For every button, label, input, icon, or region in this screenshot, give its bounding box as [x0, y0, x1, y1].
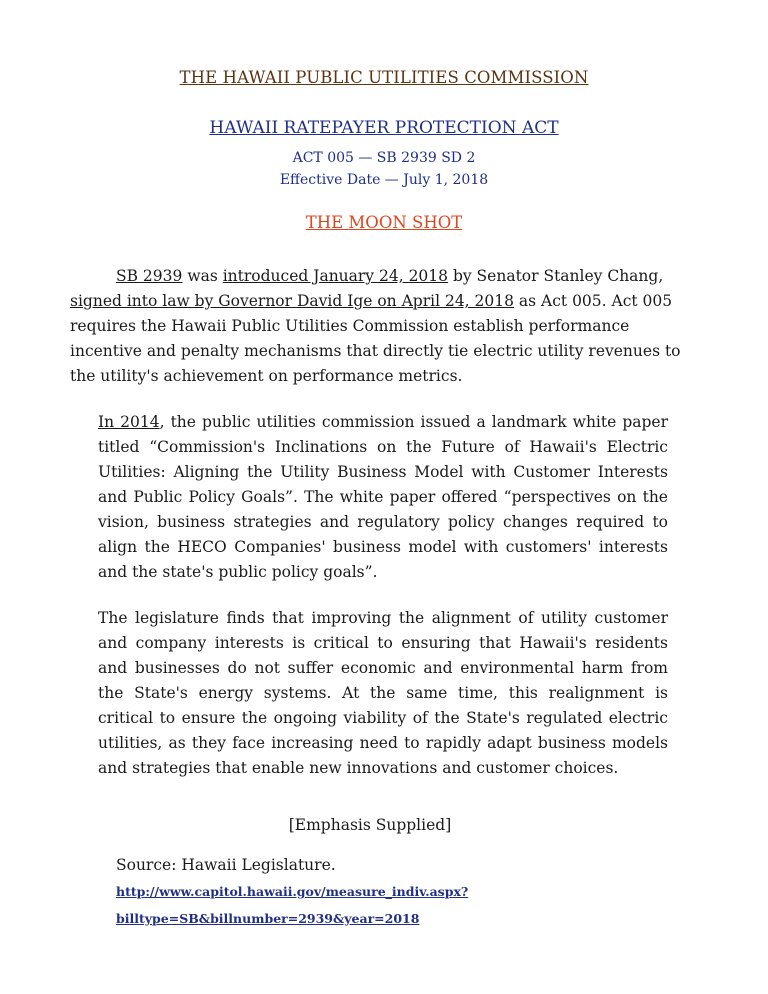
paragraph-white-paper — [98, 410, 668, 585]
emphasis-note: [Emphasis Supplied] — [288, 816, 452, 834]
paragraph-text: was — [182, 267, 223, 285]
introduced-link[interactable]: introduced January 24, 2018 — [222, 267, 449, 285]
paragraph-text: as Act 005. Act 005 requires the Hawaii Public Utilities Commission establish performance incentive and penalty mechanisms that directly tie electric utility revenues to the utility's achievement on performance metrics. — [70, 292, 681, 385]
paragraph-text: , the public utilities commission issued a landmark white paper titled “Commission's Inclinations on the Future of Hawaii's Electric Utilities: Aligning the Utility Business Model with Customer Interests and Public Policy Goals”. The white paper offered “perspectives on the vision, business strategies and regulatory policy changes required to align the HECO Companies' business model with customers' interests and the state's public policy goals”. — [98, 413, 669, 581]
signed-link[interactable]: signed into law by Governor David Ige on April 24, 2018 — [70, 292, 514, 310]
section-title: THE MOON SHOT — [305, 213, 463, 232]
source-link-continued[interactable]: billtype=SB&billnumber=2939&year=2018 — [116, 911, 420, 926]
paragraph-intro — [70, 264, 700, 389]
commission-title: THE HAWAII PUBLIC UTILITIES COMMISSION — [179, 68, 589, 87]
paragraph-text: by Senator Stanley Chang, — [448, 267, 664, 285]
act-number: ACT 005 — SB 2939 SD 2 — [292, 150, 476, 166]
paragraph-legislature-findings: The legislature finds that improving the alignment of utility customer and company interests is critical to ensuring that Hawaii's residents and businesses do not suffer economic and environmental harm from the State's energy systems. At the same time, this realignment is critical to ensure the ongoing viability of the State's regulated electric utilities, as they face increasing need to rapidly adapt business models and strategies that enable new innovations and customer choices. — [98, 609, 668, 777]
act-title: HAWAII RATEPAYER PROTECTION ACT — [209, 118, 559, 138]
source-citation — [116, 852, 676, 932]
bill-link[interactable]: SB 2939 — [116, 267, 183, 285]
year-link[interactable]: In 2014 — [98, 413, 160, 431]
effective-date: Effective Date — July 1, 2018 — [279, 172, 489, 188]
source-link[interactable]: http://www.capitol.hawaii.gov/measure_indiv.aspx? — [116, 884, 469, 899]
source-label: Source: Hawaii Legislature. — [116, 856, 336, 874]
